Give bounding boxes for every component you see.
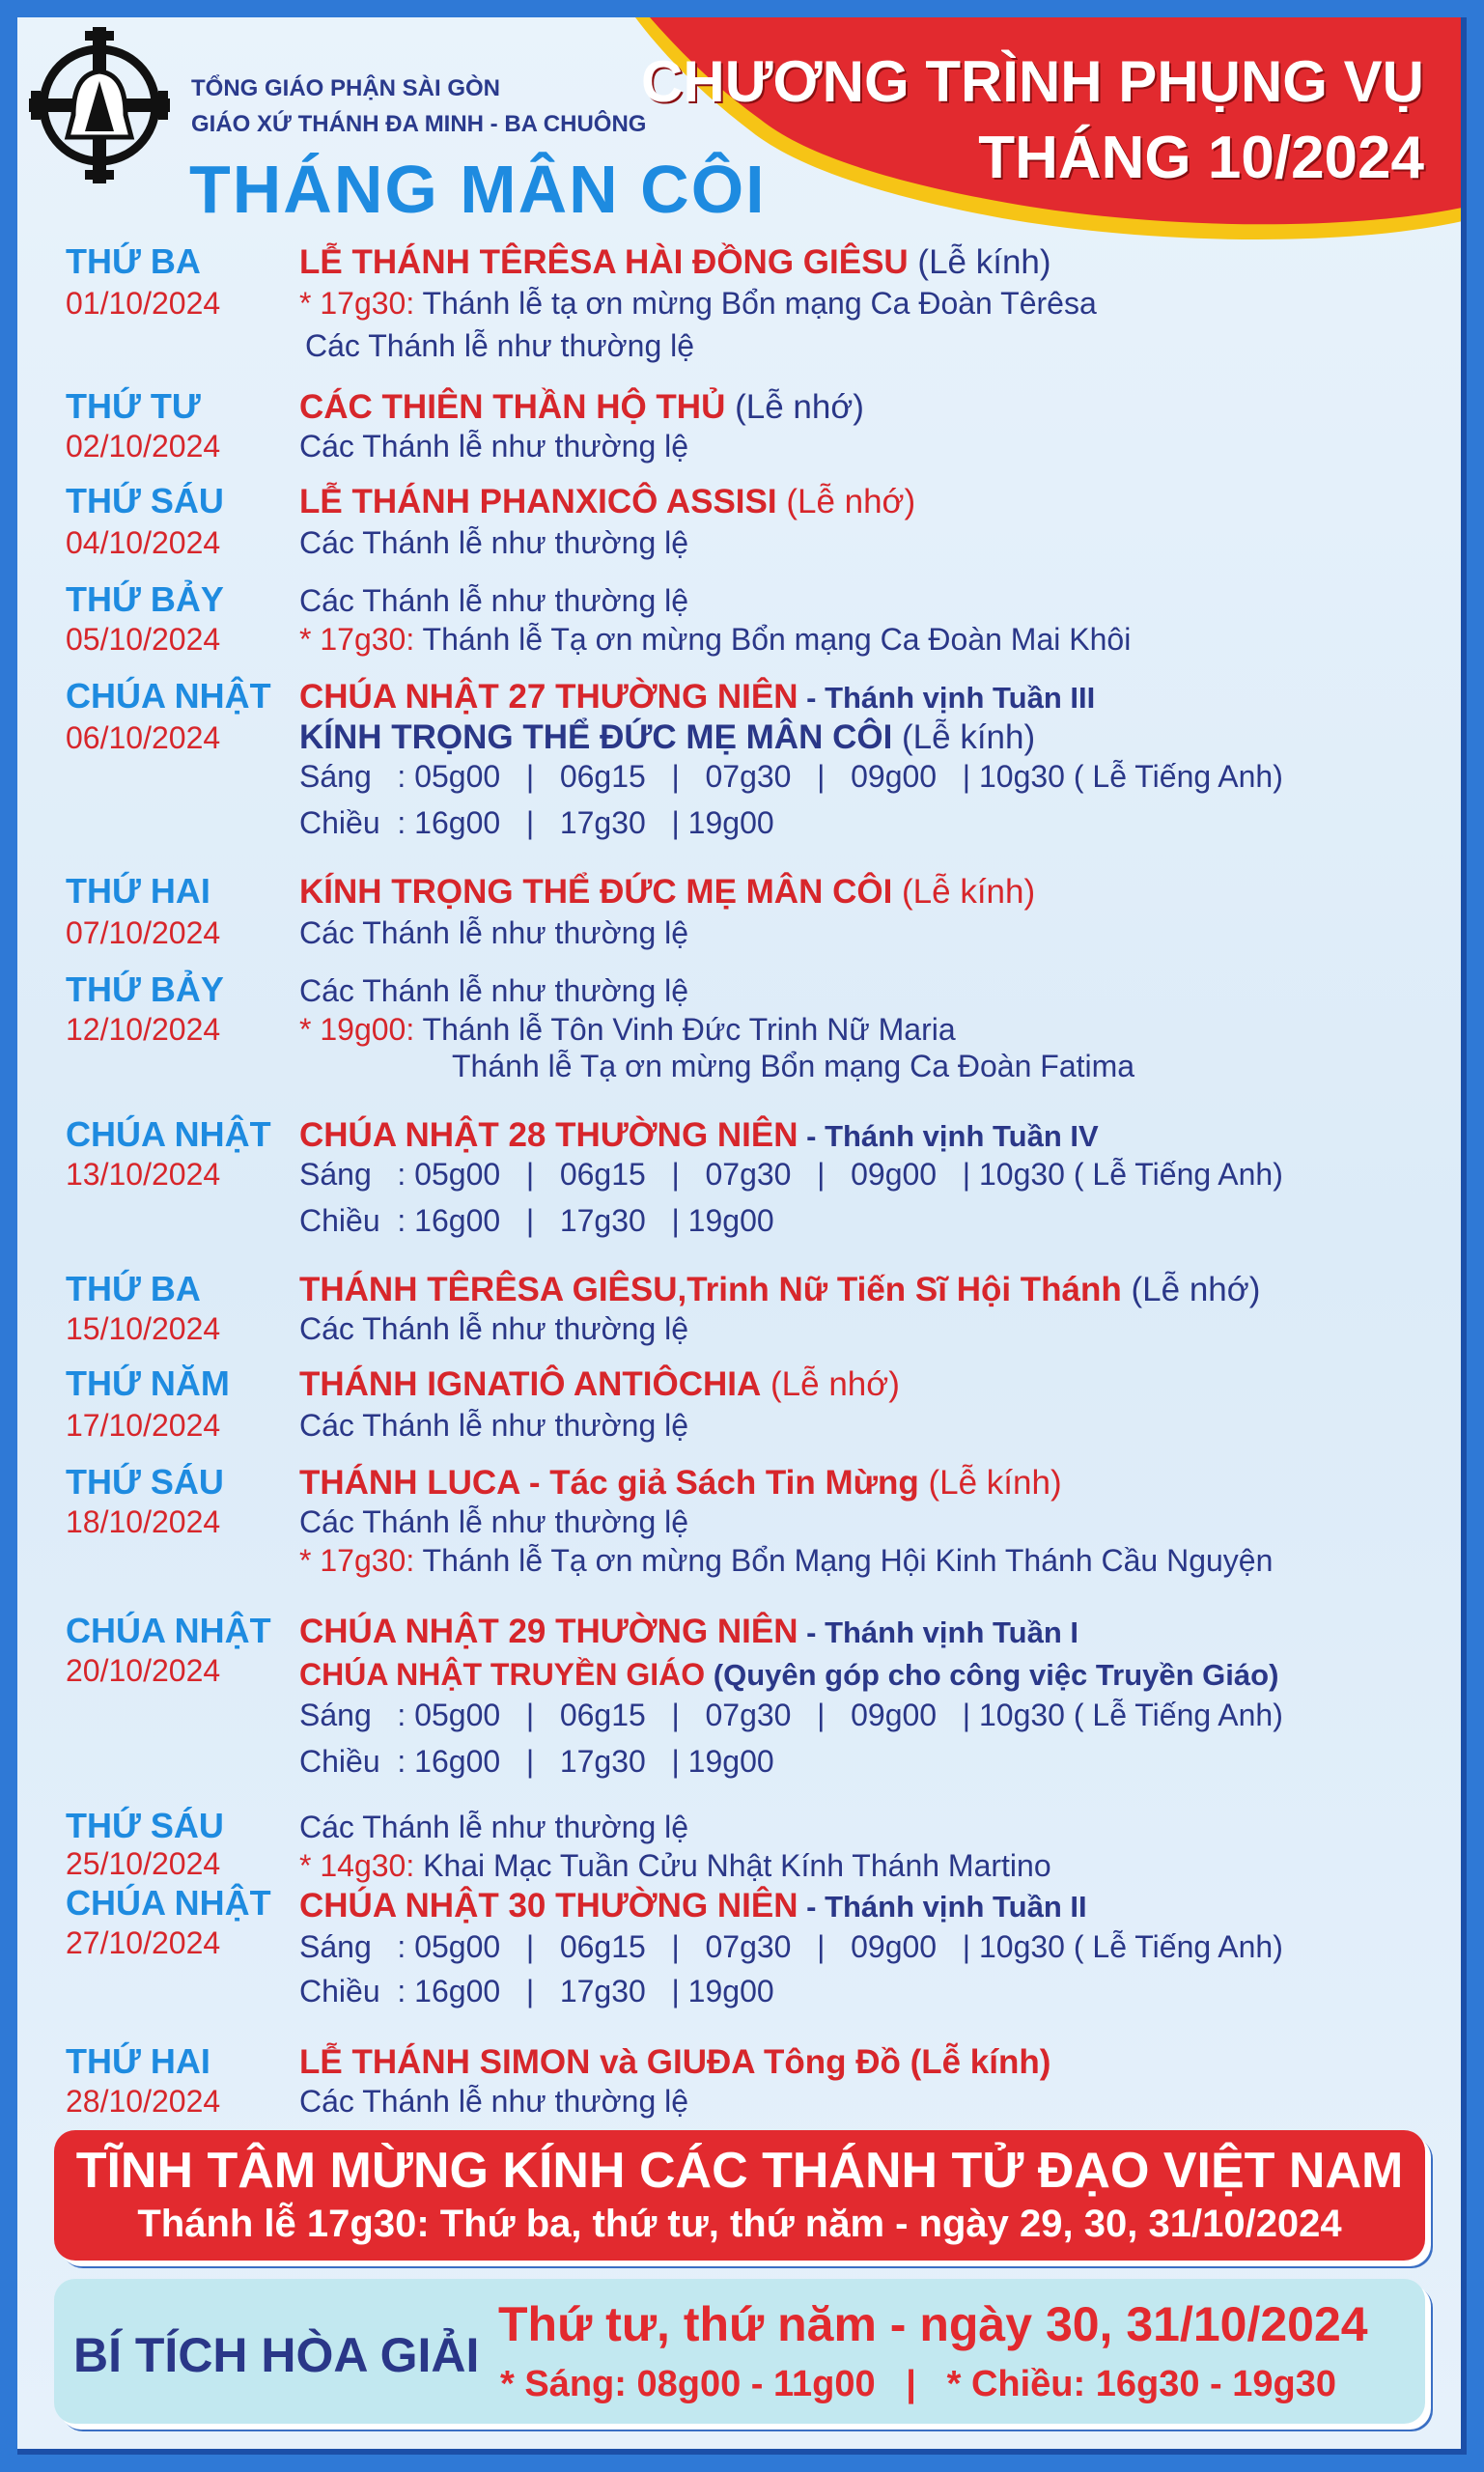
mass-time: * 17g30:	[299, 286, 415, 321]
feast-rank: (Lễ kính)	[908, 243, 1051, 281]
entry-day: CHÚA NHẬT	[66, 676, 271, 716]
entry-day: THỨ BẢY	[66, 969, 224, 1009]
feast-title: THÁNH LUCA - Tác giả Sách Tin Mừng	[299, 1464, 919, 1502]
feast-line	[299, 1271, 1260, 1309]
confession-times: * Sáng: 08g00 - 11g00 | * Chiều: 16g30 - 19g30	[500, 2364, 1336, 2404]
entry-day: CHÚA NHẬT	[66, 1611, 271, 1650]
morning-mass-times: Sáng : 05g00 | 06g15 | 07g30 | 09g00 | 10g30 ( Lễ Tiếng Anh)	[299, 759, 1283, 794]
feast-line	[299, 1464, 1062, 1503]
feast-title: CHÚA NHẬT 30 THƯỜNG NIÊN	[299, 1887, 798, 1924]
entry-day: THỨ HAI	[66, 871, 210, 911]
evening-mass-times: Chiều : 16g00 | 17g30 | 19g00	[299, 1203, 774, 1238]
feast-rank: (Lễ nhớ)	[776, 483, 916, 520]
schedule-line: Các Thánh lễ như thường lệ	[299, 2084, 689, 2119]
feast-note: (Quyên góp cho công việc Truyền Giáo)	[705, 1658, 1279, 1692]
mass-description: Thánh lễ Tôn Vinh Đức Trinh Nữ Maria	[414, 1012, 956, 1047]
entry-day: THỨ NĂM	[66, 1363, 230, 1403]
schedule-line: Các Thánh lễ như thường lệ	[299, 583, 689, 618]
feast-title: LỄ THÁNH TÊRÊSA HÀI ĐỒNG GIÊSU	[299, 243, 909, 281]
entry-day: CHÚA NHẬT	[66, 1114, 271, 1154]
morning-mass-times: Sáng : 05g00 | 06g15 | 07g30 | 09g00 | 10g30 ( Lễ Tiếng Anh)	[299, 1929, 1283, 1964]
schedule-line: Thánh lễ Tạ ơn mừng Bổn mạng Ca Đoàn Fatima	[452, 1049, 1135, 1083]
feast-line	[299, 873, 1035, 912]
schedule-line: Các Thánh lễ như thường lệ	[299, 1408, 689, 1443]
feast-rank: (Lễ kính)	[918, 1464, 1062, 1502]
schedule-line: Các Thánh lễ như thường lệ	[299, 1810, 689, 1844]
retreat-mass-schedule: Thánh lễ 17g30: Thứ ba, thứ tư, thứ năm - ngày 29, 30, 31/10/2024	[137, 2203, 1342, 2245]
retreat-banner	[54, 2130, 1425, 2261]
schedule-line: Các Thánh lễ như thường lệ	[299, 973, 689, 1008]
schedule-line: Các Thánh lễ như thường lệ	[305, 328, 695, 363]
evening-mass-times: Chiều : 16g00 | 17g30 | 19g00	[299, 1744, 774, 1779]
confession-banner	[54, 2279, 1425, 2424]
feast-line	[299, 483, 915, 521]
feast-rank: (Lễ nhớ)	[1121, 1271, 1261, 1308]
schedule-line	[299, 286, 1097, 322]
evening-mass-times: Chiều : 16g00 | 17g30 | 19g00	[299, 805, 774, 840]
entry-date: 05/10/2024	[66, 622, 221, 657]
entry-day: THỨ BA	[66, 1269, 201, 1308]
entry-date: 28/10/2024	[66, 2084, 221, 2119]
entry-date: 13/10/2024	[66, 1157, 221, 1192]
psalter-week: - Thánh vịnh Tuần II	[798, 1890, 1087, 1924]
confession-days: Thứ tư, thứ năm - ngày 30, 31/10/2024	[498, 2297, 1368, 2351]
schedule-line: Các Thánh lễ như thường lệ	[299, 429, 689, 464]
month-theme-title: THÁNG MÂN CÔI	[189, 152, 767, 227]
bell-cross-logo-icon	[27, 23, 172, 187]
feast-line	[299, 2043, 1050, 2082]
entry-day: THỨ BA	[66, 241, 201, 281]
entry-date: 07/10/2024	[66, 915, 221, 950]
mass-time: * 17g30:	[299, 622, 415, 657]
schedule-line	[299, 1012, 956, 1048]
entry-date: 04/10/2024	[66, 525, 221, 560]
mass-description: Thánh lễ Tạ ơn mừng Bổn Mạng Hội Kinh Thánh Cầu Nguyện	[414, 1543, 1274, 1578]
feast-line	[299, 1887, 1087, 1925]
schedule-line: Các Thánh lễ như thường lệ	[299, 1504, 689, 1539]
mass-time: * 19g00:	[299, 1012, 415, 1047]
parish-logo	[27, 23, 172, 191]
psalter-week: - Thánh vịnh Tuần I	[798, 1615, 1078, 1649]
feast-title: CHÚA NHẬT TRUYỀN GIÁO	[299, 1657, 706, 1692]
entry-day: THỨ HAI	[66, 2041, 210, 2081]
feast-title: LỄ THÁNH PHANXICÔ ASSISI	[299, 483, 777, 520]
retreat-title: TĨNH TÂM MỪNG KÍNH CÁC THÁNH TỬ ĐẠO VIỆT NAM	[75, 2143, 1404, 2199]
morning-mass-times: Sáng : 05g00 | 06g15 | 07g30 | 09g00 | 10g30 ( Lễ Tiếng Anh)	[299, 1698, 1283, 1732]
feast-line	[299, 388, 864, 427]
morning-mass-times: Sáng : 05g00 | 06g15 | 07g30 | 09g00 | 10g30 ( Lễ Tiếng Anh)	[299, 1157, 1283, 1192]
feast-title: KÍNH TRỌNG THỂ ĐỨC MẸ MÂN CÔI	[299, 718, 893, 756]
feast-title: CHÚA NHẬT 28 THƯỜNG NIÊN	[299, 1116, 798, 1154]
entry-day: THỨ BẢY	[66, 579, 224, 619]
program-title: CHƯƠNG TRÌNH PHỤNG VỤ	[641, 49, 1424, 114]
entry-date: 18/10/2024	[66, 1504, 221, 1539]
feast-rank: (Lễ kính)	[900, 2043, 1051, 2081]
entry-day: THỨ SÁU	[66, 481, 224, 520]
feast-line	[299, 1365, 900, 1404]
entry-day: THỨ SÁU	[66, 1462, 224, 1502]
schedule-line: Các Thánh lễ như thường lệ	[299, 915, 689, 950]
entry-date: 20/10/2024	[66, 1653, 221, 1688]
feast-line	[299, 243, 1051, 282]
feast-rank: (Lễ nhớ)	[761, 1365, 900, 1403]
schedule-line	[299, 1543, 1273, 1579]
feast-line	[299, 678, 1095, 716]
entry-date: 02/10/2024	[66, 429, 221, 464]
entry-date: 12/10/2024	[66, 1012, 221, 1047]
feast-rank: (Lễ nhớ)	[725, 388, 864, 426]
feast-line	[299, 1613, 1078, 1651]
feast-title: CHÚA NHẬT 27 THƯỜNG NIÊN	[299, 678, 798, 716]
feast-rank: (Lễ kính)	[892, 718, 1036, 756]
entry-date: 25/10/2024	[66, 1846, 221, 1881]
mass-time: * 17g30:	[299, 1543, 415, 1578]
entry-date: 17/10/2024	[66, 1408, 221, 1443]
feast-title: CÁC THIÊN THẦN HỘ THỦ	[299, 388, 726, 426]
feast-line	[299, 1116, 1099, 1155]
schedule-line: Các Thánh lễ như thường lệ	[299, 525, 689, 560]
confession-title: BÍ TÍCH HÒA GIẢI	[73, 2328, 480, 2382]
feast-line	[299, 1655, 1278, 1694]
entry-date: 15/10/2024	[66, 1311, 221, 1346]
parish-name: GIÁO XỨ THÁNH ĐA MINH - BA CHUÔNG	[191, 111, 647, 137]
program-month: THÁNG 10/2024	[978, 125, 1424, 191]
archdiocese-name: TỔNG GIÁO PHẬN SÀI GÒN	[191, 75, 501, 101]
evening-mass-times: Chiều : 16g00 | 17g30 | 19g00	[299, 1974, 774, 2008]
schedule-line	[299, 622, 1131, 658]
entry-date: 01/10/2024	[66, 286, 221, 321]
entry-day: CHÚA NHẬT	[66, 1883, 271, 1923]
mass-description: Thánh lễ Tạ ơn mừng Bổn mạng Ca Đoàn Mai Khôi	[414, 622, 1132, 657]
liturgy-poster	[17, 17, 1467, 2455]
schedule-line: Các Thánh lễ như thường lệ	[299, 1311, 689, 1346]
mass-time: * 14g30:	[299, 1848, 415, 1883]
entry-date: 27/10/2024	[66, 1925, 221, 1960]
feast-line	[299, 718, 1035, 757]
feast-title: THÁNH IGNATIÔ ANTIÔCHIA	[299, 1365, 762, 1403]
feast-title: THÁNH TÊRÊSA GIÊSU,Trinh Nữ Tiến Sĩ Hội Thánh	[299, 1271, 1122, 1308]
feast-title: KÍNH TRỌNG THỂ ĐỨC MẸ MÂN CÔI	[299, 873, 893, 911]
mass-description: Khai Mạc Tuần Cửu Nhật Kính Thánh Martino	[414, 1848, 1051, 1883]
schedule-line	[299, 1848, 1051, 1884]
feast-title: CHÚA NHẬT 29 THƯỜNG NIÊN	[299, 1613, 798, 1650]
mass-description: Thánh lễ tạ ơn mừng Bổn mạng Ca Đoàn Têrêsa	[414, 286, 1097, 321]
entry-day: THỨ TƯ	[66, 386, 201, 426]
feast-title: LỄ THÁNH SIMON và GIUĐA Tông Đồ	[299, 2043, 901, 2081]
entry-day: THỨ SÁU	[66, 1806, 224, 1845]
psalter-week: - Thánh vịnh Tuần IV	[798, 1119, 1099, 1153]
entry-date: 06/10/2024	[66, 720, 221, 755]
psalter-week: - Thánh vịnh Tuần III	[798, 681, 1096, 715]
feast-rank: (Lễ kính)	[892, 873, 1036, 911]
